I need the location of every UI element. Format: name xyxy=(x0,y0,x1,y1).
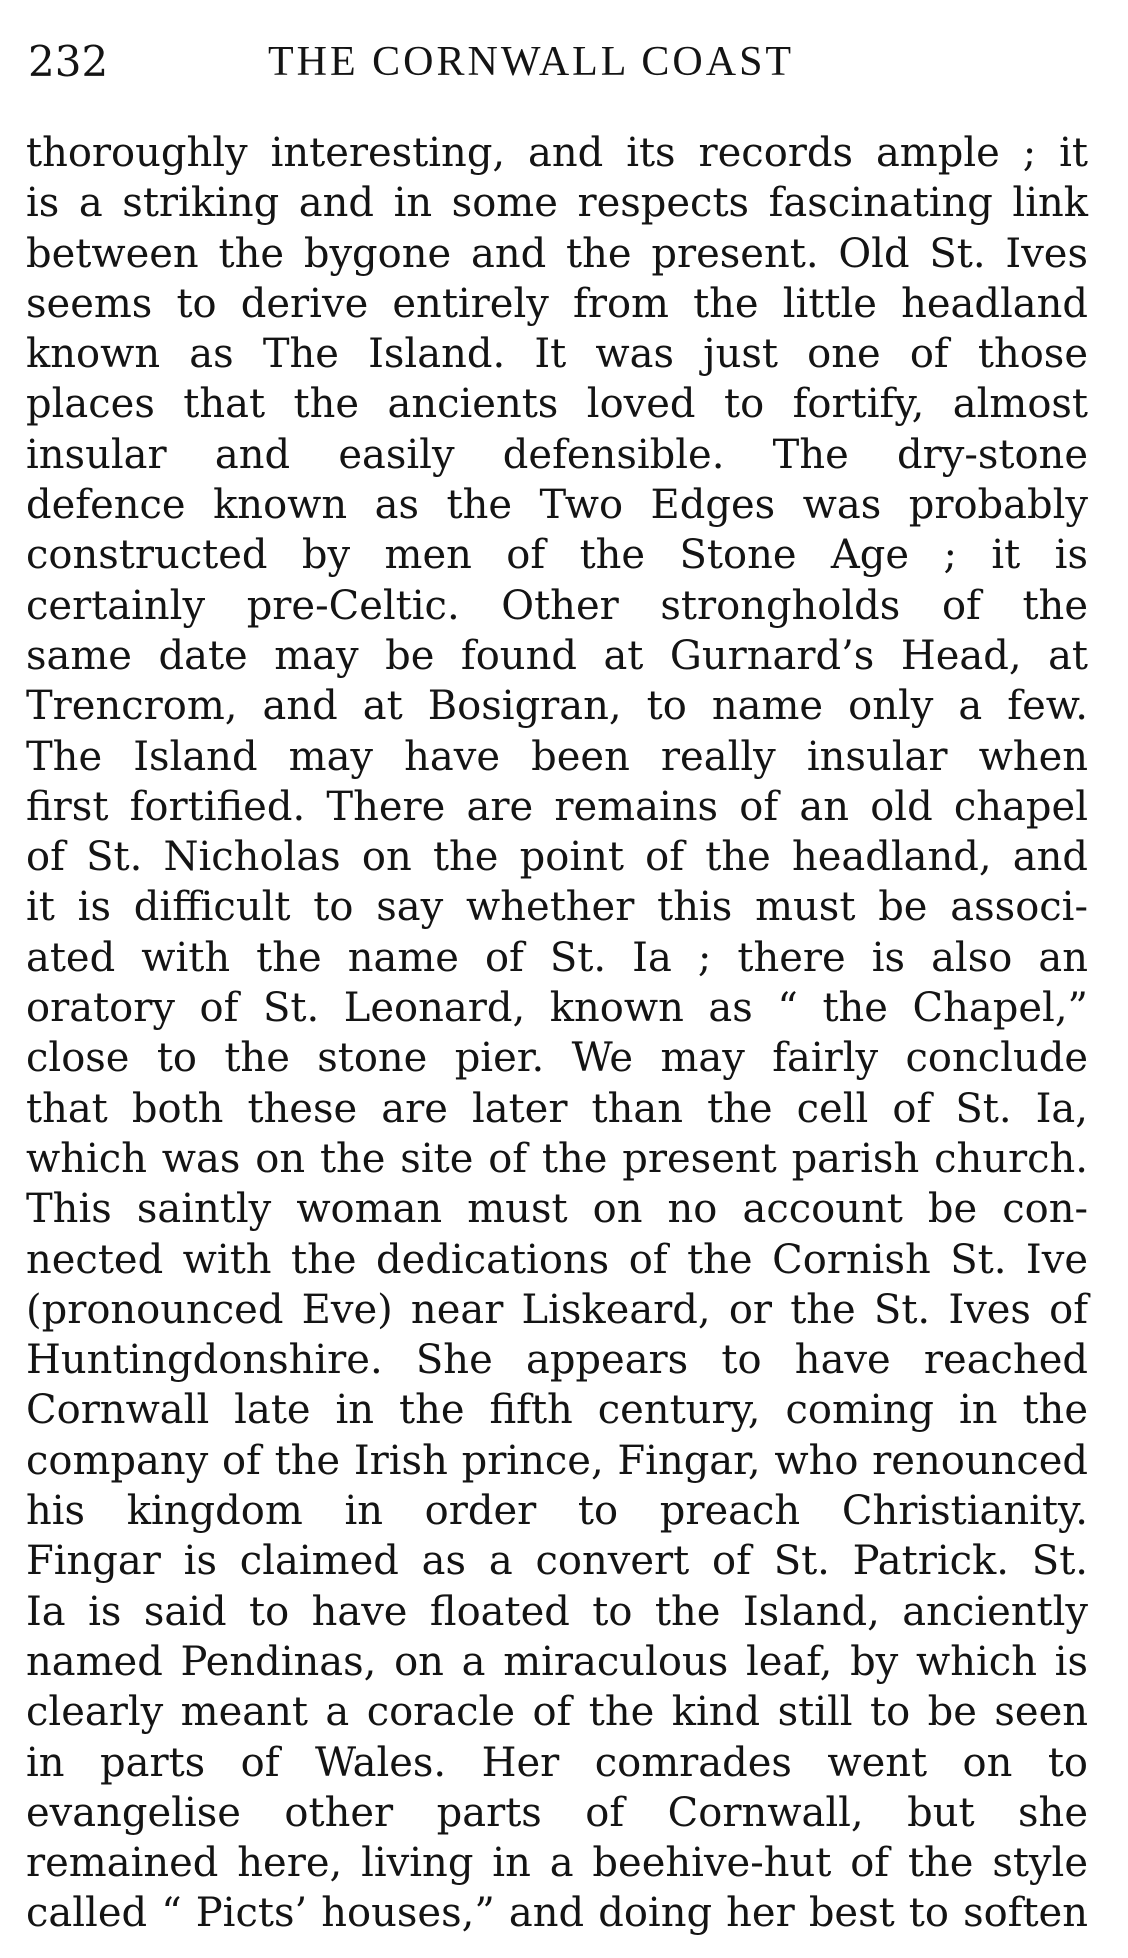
text-line: certainly pre-Celtic. Other strongholds of the xyxy=(26,582,1088,629)
text-line: close to the stone pier. We may fairly conclude xyxy=(26,1035,1088,1082)
text-line: ated with the name of St. Ia ; there is also an xyxy=(26,934,1088,981)
body-paragraph xyxy=(26,128,1088,1939)
text-line: is a striking and in some respects fascinating link xyxy=(26,180,1088,227)
text-line: company of the Irish prince, Fingar, who renounced xyxy=(26,1437,1088,1484)
text-line: oratory of St. Leonard, known as “ the Chapel,” xyxy=(26,985,1088,1032)
text-line: nected with the dedications of the Cornish St. Ive xyxy=(26,1236,1088,1283)
text-line: in parts of Wales. Her comrades went on to xyxy=(26,1739,1088,1786)
text-line: of St. Nicholas on the point of the headland, and xyxy=(26,834,1088,881)
text-line: that both these are later than the cell of St. Ia, xyxy=(26,1085,1088,1132)
text-line: defence known as the Two Edges was probably xyxy=(26,482,1088,529)
running-head xyxy=(28,36,1088,88)
text-line: seems to derive entirely from the little headland xyxy=(26,280,1088,327)
text-line: it is difficult to say whether this must be associ- xyxy=(26,884,1088,931)
text-line: clearly meant a coracle of the kind still to be seen xyxy=(26,1689,1088,1736)
text-line: his kingdom in order to preach Christianity. xyxy=(26,1488,1088,1535)
text-line: The Island may have been really insular when xyxy=(26,733,1088,780)
text-line: constructed by men of the Stone Age ; it is xyxy=(26,532,1088,579)
text-line: Ia is said to have floated to the Island, anciently xyxy=(26,1588,1088,1635)
text-line: Fingar is claimed as a convert of St. Patrick. St. xyxy=(26,1538,1088,1585)
text-line: which was on the site of the present parish church. xyxy=(26,1135,1088,1182)
text-line: (pronounced Eve) near Liskeard, or the St. Ives of xyxy=(26,1286,1088,1333)
text-line: evangelise other parts of Cornwall, but she xyxy=(26,1789,1088,1836)
running-title: THE CORNWALL COAST xyxy=(268,39,795,85)
text-line: thoroughly interesting, and its records ample ; it xyxy=(26,130,1088,176)
text-line: insular and easily defensible. The dry-stone xyxy=(26,431,1088,478)
text-line: Cornwall late in the fifth century, coming in the xyxy=(26,1387,1088,1434)
text-line: remained here, living in a beehive-hut of the style xyxy=(26,1840,1088,1887)
text-line: same date may be found at Gurnard’s Head, at xyxy=(26,632,1088,679)
page-number: 232 xyxy=(28,37,109,86)
text-line: named Pendinas, on a miraculous leaf, by which is xyxy=(26,1638,1088,1685)
text-line: called “ Picts’ houses,” and doing her best to soften xyxy=(26,1890,1088,1937)
text-line: places that the ancients loved to fortify, almost xyxy=(26,381,1088,428)
text-line: first fortified. There are remains of an old chapel xyxy=(26,783,1088,830)
text-line: between the bygone and the present. Old St. Ives xyxy=(26,230,1088,277)
text-line: Huntingdonshire. She appears to have reached xyxy=(26,1337,1088,1384)
text-line: Trencrom, and at Bosigran, to name only a few. xyxy=(26,683,1088,730)
text-line: known as The Island. It was just one of those xyxy=(26,331,1088,378)
text-line: This saintly woman must on no account be con- xyxy=(26,1186,1088,1233)
